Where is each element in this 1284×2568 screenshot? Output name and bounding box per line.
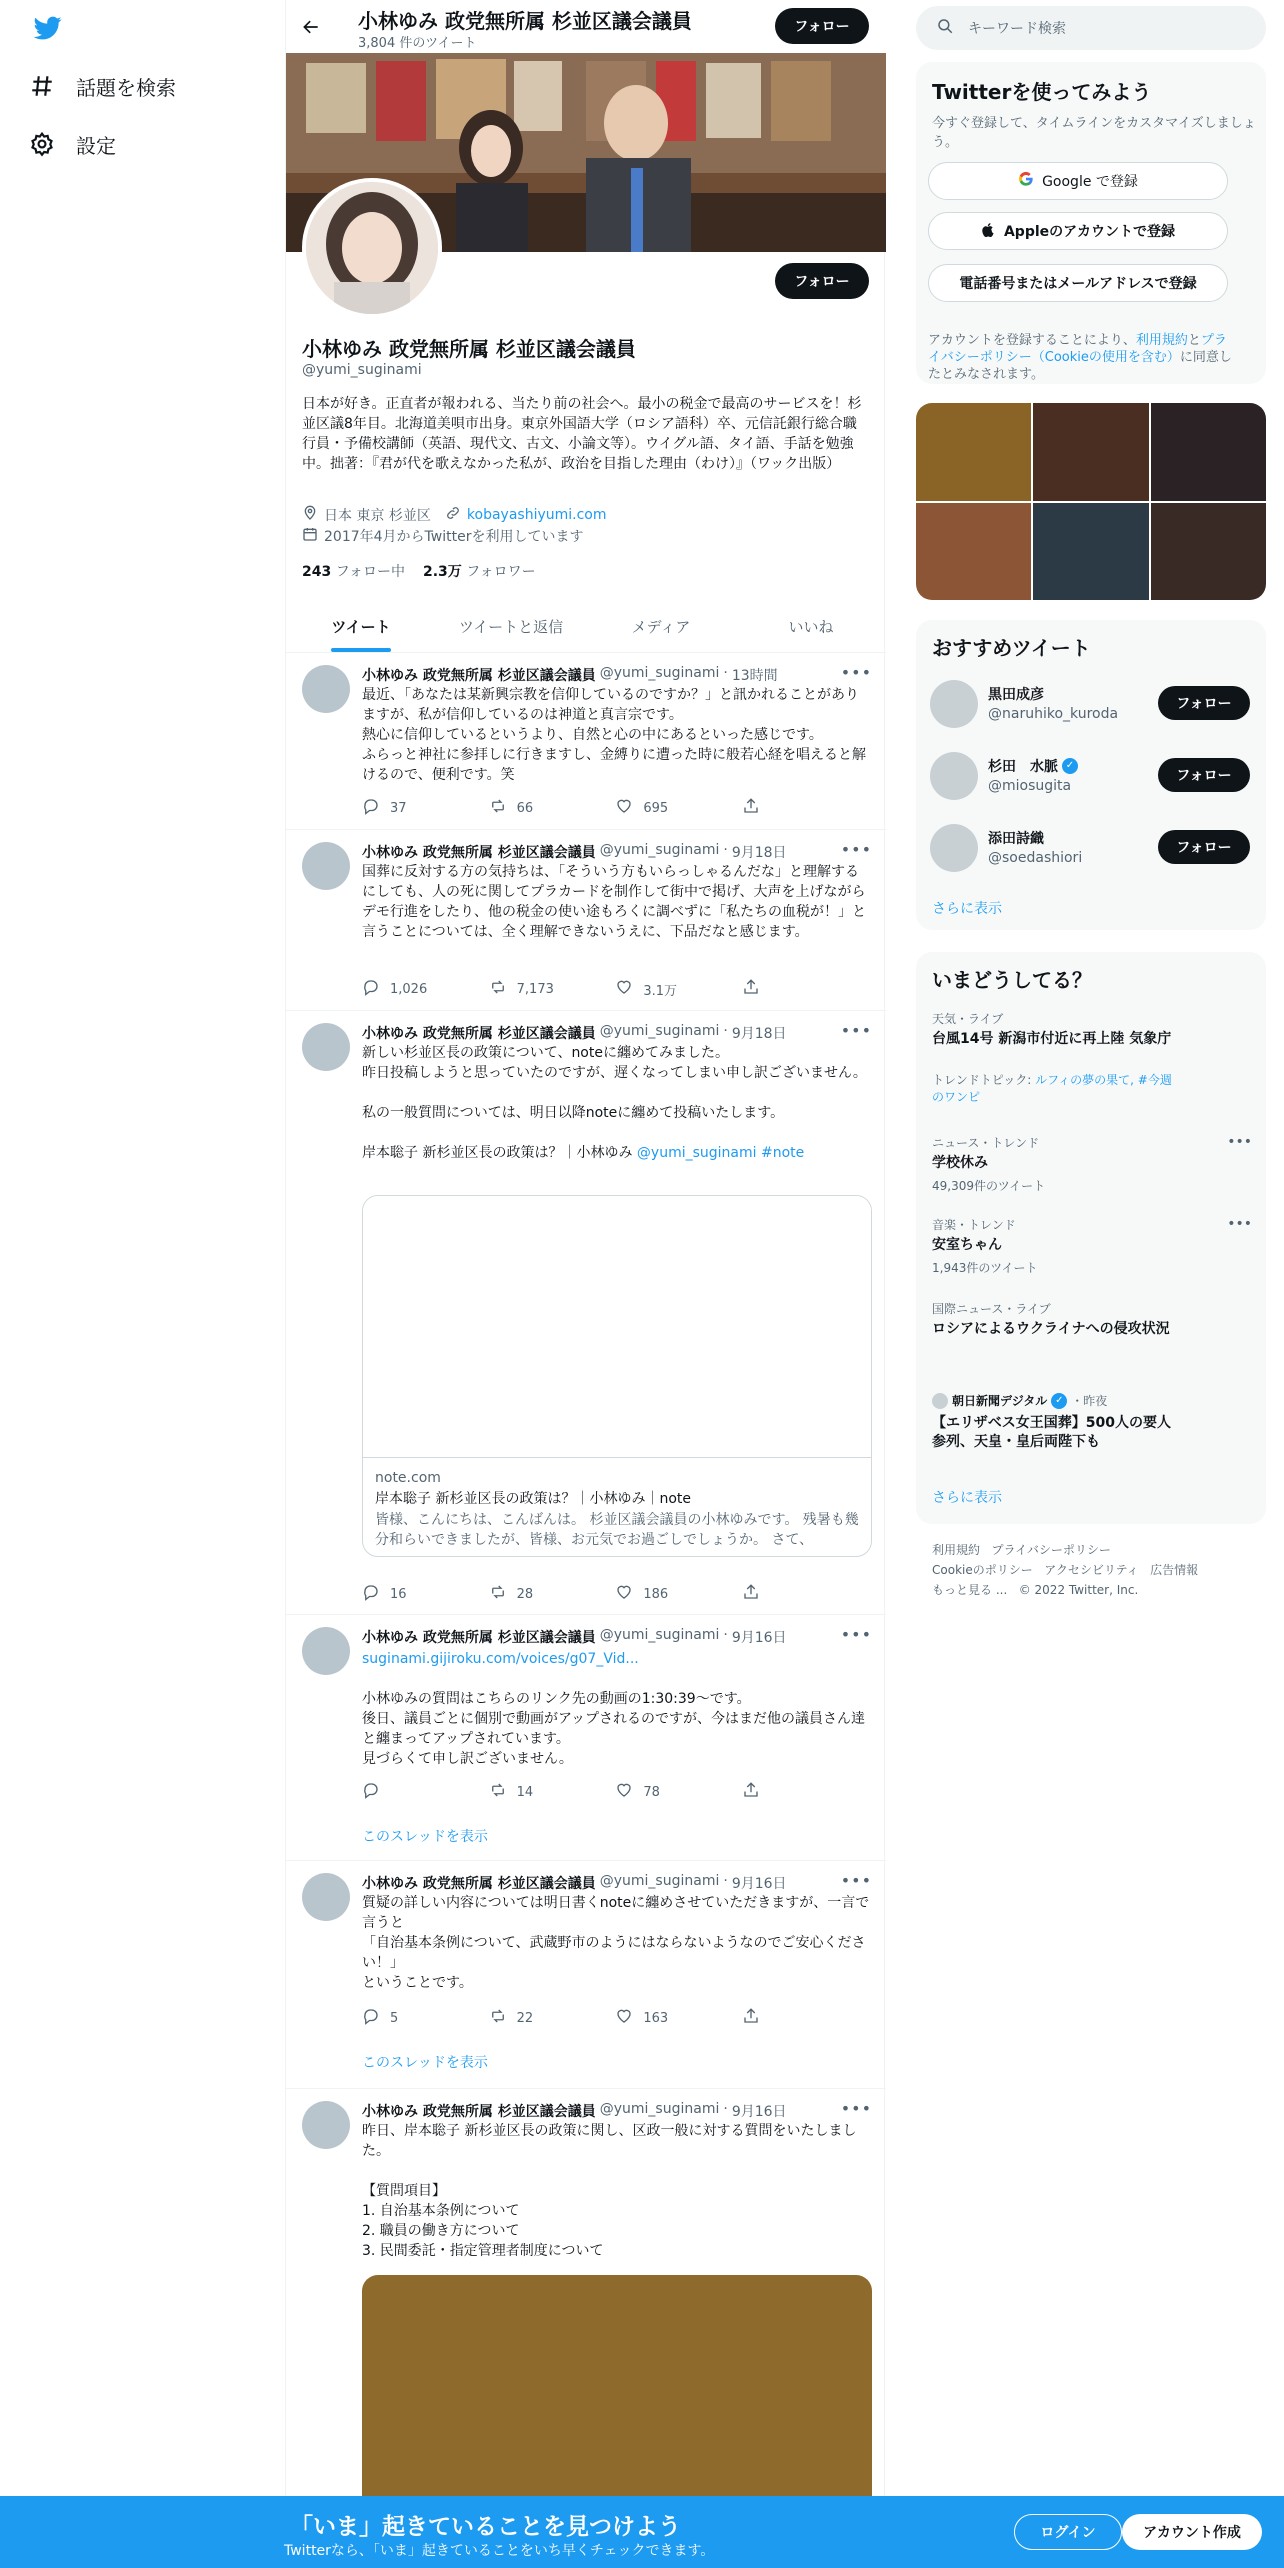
profile-website-link[interactable]: kobayashiyumi.com <box>466 507 607 523</box>
news-source-row <box>932 1392 1107 1409</box>
like-button[interactable] <box>615 797 720 819</box>
hashtag-icon <box>28 72 56 100</box>
search-icon <box>936 17 954 39</box>
tweet-header: 小林ゆみ 政党無所属 杉並区議会議員 @yumi_suginami · 9月18日 <box>362 1023 787 1042</box>
nav-settings-label: 設定 <box>76 133 116 158</box>
tweet-time[interactable]: 9月18日 <box>731 845 787 861</box>
nav-explore[interactable] <box>28 62 176 110</box>
location-pin-icon <box>302 505 318 525</box>
retweet-button[interactable] <box>489 978 594 1000</box>
tweet-author-handle[interactable]: @yumi_suginami <box>599 1873 720 1889</box>
tweet-actions <box>362 978 782 1000</box>
more-options-icon[interactable]: ••• <box>840 1021 872 1040</box>
footer-cookie-link[interactable]: Cookieのポリシー <box>932 1563 1033 1577</box>
user-avatar[interactable] <box>930 824 978 872</box>
apple-signup-label: Appleのアカウントで登録 <box>1003 224 1176 240</box>
more-options-icon[interactable]: ••• <box>840 663 872 682</box>
tweet-author-name[interactable]: 小林ゆみ 政党無所属 杉並区議会議員 <box>362 845 596 861</box>
share-button[interactable] <box>742 978 782 1000</box>
apple-signup-button[interactable] <box>928 212 1228 250</box>
tweet-actions <box>362 1781 782 1803</box>
retweet-count: 28 <box>516 1586 534 1602</box>
gallery-photo[interactable] <box>1033 503 1148 601</box>
trend-topic-link[interactable]: ルフィの夢の果て, #今週のワンピ <box>932 1073 1172 1104</box>
gear-icon <box>28 130 56 158</box>
heart-icon <box>615 978 633 1000</box>
search-bar[interactable] <box>916 6 1266 50</box>
trend-title: 安室ちゃん <box>932 1237 1002 1253</box>
show-thread-link[interactable]: このスレッドを表示 <box>362 1829 488 1845</box>
trend-meta-label: トレンドトピック: <box>932 1073 1036 1087</box>
reply-icon <box>362 1583 380 1605</box>
login-button[interactable]: ログイン <box>1014 2514 1122 2550</box>
show-more-trends-link[interactable]: さらに表示 <box>932 1490 1002 1506</box>
bottom-bar-title: 「いま」起きていることを見つけよう <box>290 2514 681 2540</box>
tweet-avatar[interactable] <box>302 2101 350 2149</box>
tab-likes[interactable]: いいね <box>788 617 834 636</box>
gallery-photo[interactable] <box>1033 403 1148 501</box>
terms-text-mid: と <box>1187 333 1201 348</box>
reply-count: 5 <box>390 2010 399 2026</box>
reply-count: 37 <box>390 800 407 816</box>
footer-terms-link[interactable]: 利用規約 <box>932 1543 981 1557</box>
reply-icon <box>362 978 380 1000</box>
back-arrow-icon[interactable] <box>296 12 326 42</box>
more-options-icon[interactable]: ••• <box>840 1625 872 1644</box>
reply-count: 1,026 <box>390 981 428 997</box>
tweet-actions <box>362 797 782 819</box>
profile-joined-row <box>302 526 583 546</box>
tweet-link <box>362 1649 872 1669</box>
tweet-avatar[interactable] <box>302 1627 350 1675</box>
trend-more-options-icon[interactable]: ••• <box>1227 1134 1252 1150</box>
follow-user-button[interactable]: フォロー <box>1158 758 1250 792</box>
retweet-button[interactable] <box>489 1781 594 1803</box>
tweet-actions <box>362 1583 782 1605</box>
trend-title: ロシアによるウクライナへの侵攻状況 <box>932 1321 1170 1337</box>
profile-column <box>285 0 885 2568</box>
profile-handle: @yumi_suginami <box>302 362 422 378</box>
tweet-author-name[interactable]: 小林ゆみ 政党無所属 杉並区議会議員 <box>362 668 596 684</box>
retweet-count: 7,173 <box>516 981 554 997</box>
privacy-policy-link[interactable]: プライバシーポリシー（Cookieの使用を含む） <box>928 333 1227 365</box>
tweet-text-body: 新しい杉並区長の政策について、noteに纏めてみました。 昨日投稿しようと思っていたのですが、遅くなってしまい申し訳ございません。 私の一般質問については、明日以降noteに纏めて投稿いたします。 岸本聡子 新杉並区長の政策は？｜小林ゆみ <box>362 1045 867 1161</box>
gallery-photo[interactable] <box>1151 403 1266 501</box>
tweet-time[interactable]: 9月16日 <box>731 2104 787 2120</box>
user-name: 杉田 水脈 <box>988 759 1058 775</box>
trend-title: 【エリザベス女王国葬】500人の要人参列、天皇・皇后両陛下も <box>932 1415 1171 1450</box>
terms-of-service-link[interactable]: 利用規約 <box>1135 333 1188 348</box>
profile-joined: 2017年4月からTwitterを利用しています <box>324 529 584 545</box>
like-button[interactable] <box>615 2007 720 2029</box>
media-gallery <box>916 403 1266 600</box>
share-icon <box>742 1583 760 1605</box>
suggested-user[interactable] <box>916 812 1266 884</box>
google-signup-label: Google で登録 <box>1042 174 1138 190</box>
profile-location: 日本 東京 杉並区 <box>324 508 431 524</box>
retweet-button[interactable] <box>489 1583 594 1605</box>
tweet-time[interactable]: 9月16日 <box>731 1876 787 1892</box>
trend-title: 学校休み <box>932 1155 988 1171</box>
link-preview-card[interactable] <box>362 1195 872 1557</box>
more-options-icon[interactable]: ••• <box>840 1871 872 1890</box>
trend-item[interactable] <box>916 1010 1266 1120</box>
header-profile-name: 小林ゆみ 政党無所属 杉並区議会議員 <box>358 9 692 33</box>
like-count: 163 <box>643 2010 669 2026</box>
terms-text-post: に同意したとみなされます。 <box>928 350 1232 382</box>
tweet-author-handle[interactable]: @yumi_suginami <box>599 1023 720 1039</box>
profile-name: 小林ゆみ 政党無所属 杉並区議会議員 <box>302 337 636 361</box>
tweet-author-handle[interactable]: @yumi_suginami <box>599 1627 720 1643</box>
tweet-author-handle[interactable]: @yumi_suginami <box>599 2101 720 2117</box>
tweet[interactable] <box>286 1615 886 1861</box>
trend-meta: 49,309件のツイート <box>932 1179 1046 1193</box>
trend-category: 音楽・トレンド <box>932 1218 1016 1232</box>
followers-stat[interactable] <box>423 561 536 581</box>
retweet-count: 14 <box>516 1784 534 1800</box>
gallery-photo[interactable] <box>916 403 1031 501</box>
user-handle: @miosugita <box>988 778 1072 794</box>
reply-icon <box>362 797 380 819</box>
tweet-text: 質疑の詳しい内容については明日書くnoteに纏めさせていただきますが、一言で言うと 「自治基本条例について、武蔵野市のようにはならないようなのでご安心ください！」 ということです。 <box>362 1895 870 1991</box>
following-stat[interactable] <box>302 561 405 581</box>
tweet-author-name[interactable]: 小林ゆみ 政党無所属 杉並区議会議員 <box>362 1026 596 1042</box>
follow-stats <box>302 561 536 581</box>
share-icon <box>742 978 760 1000</box>
share-icon <box>742 1781 760 1803</box>
bottom-bar-subtitle: Twitterなら、「いま」起きていることをいち早くチェックできます。 <box>284 2543 715 2559</box>
trend-item[interactable] <box>916 1392 1266 1462</box>
tweet-author-name[interactable]: 小林ゆみ 政党無所属 杉並区議会議員 <box>362 2104 596 2120</box>
search-placeholder: キーワード検索 <box>968 21 1066 37</box>
tweet[interactable] <box>286 653 886 830</box>
google-signup-button[interactable] <box>928 162 1228 200</box>
more-options-icon[interactable]: ••• <box>840 840 872 859</box>
tweet-avatar[interactable] <box>302 842 350 890</box>
followers-label: フォロワー <box>466 564 536 580</box>
nav-settings[interactable] <box>28 120 116 168</box>
tweet-text: 最近、「あなたは某新興宗教を信仰しているのですか？」と訊かれることがありますが、私が信仰しているのは神道と真言宗です。 熱心に信仰しているというより、自然と心の中にあるといった感じです。 ふらっと神社に参拝しに行きますし、金縛りに遭った時に般若心経を唱えると解けるので、便利です。笑 <box>362 687 866 783</box>
footer-links <box>932 1540 1252 1600</box>
footer-ads-link[interactable]: 広告情報 <box>1150 1563 1199 1577</box>
trend-title: 台風14号 新潟市付近に再上陸 気象庁 <box>932 1031 1172 1047</box>
tweet-hashtag-link[interactable]: #note <box>760 1145 805 1161</box>
reply-count: 16 <box>390 1586 407 1602</box>
following-count: 243 <box>302 564 332 580</box>
heart-icon <box>615 1781 633 1803</box>
tweet-avatar[interactable] <box>302 1873 350 1921</box>
link-card-domain: note.com <box>375 1470 441 1486</box>
nav-explore-label: 話題を検索 <box>76 75 176 100</box>
tweet-header: 小林ゆみ 政党無所属 杉並区議会議員 @yumi_suginami · 9月16日 <box>362 2101 787 2120</box>
tweet-author-name[interactable]: 小林ゆみ 政党無所属 杉並区議会議員 <box>362 1630 596 1646</box>
trend-item[interactable] <box>916 1134 1266 1204</box>
retweet-icon <box>489 797 507 819</box>
like-count: 186 <box>643 1586 669 1602</box>
tweet-mention-link[interactable]: @yumi_suginami <box>636 1145 757 1161</box>
tweet-time[interactable]: 13時間 <box>731 668 778 684</box>
like-count: 695 <box>643 800 669 816</box>
tweet-text: 国葬に反対する方の気持ちは、「そういう方もいらっしゃるんだな」と理解するにしても、人の死に関してプラカードを制作して街中で掲げ、大声を上げながらデモ行進をしたり、他の税金の使い途もろくに調べずに「私たちの血税が！」と言うことについては、全く理解できないうえに、下品だなと感じます。 <box>362 864 866 940</box>
news-source-name: 朝日新聞デジタル <box>952 1394 1048 1408</box>
tweet-avatar[interactable] <box>302 1023 350 1071</box>
share-button[interactable] <box>742 1781 782 1803</box>
reply-button[interactable] <box>362 1583 467 1605</box>
tweet-text: 小林ゆみの質問はこちらのリンク先の動画の1:30:39〜です。 後日、議員ごとに個別で動画がアップされるのですが、今はまだ他の議員さん達と纏まってアップされています。 見づらくて申し訳ございません。 <box>362 1691 866 1767</box>
trend-category: 天気・ライブ <box>932 1012 1004 1026</box>
retweet-count: 66 <box>516 800 534 816</box>
trend-category: 国際ニュース・ライブ <box>932 1302 1051 1316</box>
apple-icon <box>981 222 996 241</box>
news-source-avatar <box>932 1393 948 1409</box>
retweet-button[interactable] <box>489 2007 594 2029</box>
profile-tabs <box>286 600 886 653</box>
trend-meta: 1,943件のツイート <box>932 1261 1038 1275</box>
signup-subtitle: 今すぐ登録して、タイムラインをカスタマイズしましょう。 <box>932 116 1256 150</box>
follow-user-button[interactable]: フォロー <box>1158 830 1250 864</box>
heart-icon <box>615 797 633 819</box>
tweet-time[interactable]: 9月18日 <box>731 1026 787 1042</box>
gallery-photo[interactable] <box>916 503 1031 601</box>
tweet-header: 小林ゆみ 政党無所属 杉並区議会議員 @yumi_suginami · 9月16日 <box>362 1873 787 1892</box>
news-time: ・昨夜 <box>1071 1394 1108 1408</box>
tweet-author-handle[interactable]: @yumi_suginami <box>599 665 720 681</box>
tweet-text: 昨日、岸本聡子 新杉並区長の政策に関し、区政一般に対する質問をいたしました。 【質問項目】 1. 自治基本条例について 2. 職員の働き方について 3. 民間委託・指定管理者制度について <box>362 2123 857 2259</box>
tweet-header: 小林ゆみ 政党無所属 杉並区議会議員 @yumi_suginami · 9月16日 <box>362 1627 787 1646</box>
share-button[interactable] <box>742 2007 782 2029</box>
verified-badge-icon: ✓ <box>1051 1393 1067 1409</box>
share-icon <box>742 797 760 819</box>
header-tweet-count: 3,804 件のツイート <box>358 36 477 51</box>
followers-count: 2.3万 <box>423 564 462 580</box>
suggested-user[interactable] <box>916 740 1266 812</box>
suggested-user[interactable] <box>916 668 1266 740</box>
twitter-logo-icon[interactable] <box>32 14 64 42</box>
tweet-actions <box>362 2007 782 2029</box>
retweet-button[interactable] <box>489 797 594 819</box>
tweet[interactable] <box>286 1861 886 2089</box>
share-icon <box>742 2007 760 2029</box>
gallery-photo[interactable] <box>1151 503 1266 601</box>
profile-bio: 日本が好き。正直者が報われる、当たり前の社会へ。最小の税金で最高のサービスを！杉並区議8年目。北海道美唄市出身。東京外国語大学（ロシア語科）卒、元信託銀行総合職行員・予備校講師（英語、現代文、古文、小論文等）。ウイグル語、タイ語、手話を勉強中。拙著：『君が代を歌えなかった私が、政治を目指した理由（わけ）』（ワック出版） <box>302 396 862 472</box>
tab-media[interactable]: メディア <box>631 617 691 636</box>
bottom-signup-bar <box>0 2496 1284 2568</box>
retweet-icon <box>489 1781 507 1803</box>
like-button[interactable] <box>615 978 720 1000</box>
like-button[interactable] <box>615 1583 720 1605</box>
trend-category: ニュース・トレンド <box>932 1136 1040 1150</box>
user-name: 黒田成彦 <box>988 687 1044 703</box>
trend-more-options-icon[interactable]: ••• <box>1227 1216 1252 1232</box>
like-count: 3.1万 <box>643 983 677 999</box>
tweet-avatar[interactable] <box>302 665 350 713</box>
user-avatar[interactable] <box>930 680 978 728</box>
like-button[interactable] <box>615 1781 720 1803</box>
more-options-icon[interactable]: ••• <box>840 2099 872 2118</box>
who-to-follow-panel <box>916 620 1266 930</box>
phone-email-signup-button[interactable]: 電話番号またはメールアドレスで登録 <box>928 264 1228 302</box>
tweet-author-name[interactable]: 小林ゆみ 政党無所属 杉並区議会議員 <box>362 1876 596 1892</box>
tab-tweets-and-replies[interactable]: ツイートと返信 <box>458 617 564 636</box>
retweet-icon <box>489 1583 507 1605</box>
tweet[interactable] <box>286 830 886 1011</box>
trends-panel <box>916 952 1266 1524</box>
profile-meta-row <box>302 505 607 525</box>
trend-item[interactable] <box>916 1300 1266 1370</box>
tweet-text <box>362 1043 872 1163</box>
google-icon <box>1018 171 1034 191</box>
tweet[interactable] <box>286 1011 886 1615</box>
reply-button[interactable] <box>362 1781 467 1803</box>
retweet-count: 22 <box>516 2010 534 2026</box>
verified-badge-icon: ✓ <box>1062 758 1078 774</box>
user-avatar[interactable] <box>930 752 978 800</box>
footer-accessibility-link[interactable]: アクセシビリティ <box>1044 1563 1139 1577</box>
like-count: 78 <box>643 1784 660 1800</box>
retweet-icon <box>489 978 507 1000</box>
heart-icon <box>615 2007 633 2029</box>
signup-panel <box>916 62 1266 384</box>
signup-terms <box>928 332 1238 383</box>
share-button[interactable] <box>742 1583 782 1605</box>
trends-title: いまどうしてる？ <box>932 968 1092 992</box>
reply-button[interactable] <box>362 2007 467 2029</box>
show-thread-link[interactable]: このスレッドを表示 <box>362 2055 488 2071</box>
profile-follow-button[interactable]: フォロー <box>775 263 869 299</box>
trend-meta <box>932 1072 1172 1106</box>
tweet-author-handle[interactable]: @yumi_suginami <box>599 842 720 858</box>
tweet-header: 小林ゆみ 政党無所属 杉並区議会議員 @yumi_suginami · 9月18日 <box>362 842 787 861</box>
user-name-row <box>988 756 1078 776</box>
reply-icon <box>362 1781 380 1803</box>
link-card-description: 皆様、こんにちは、こんばんは。 杉並区議会議員の小林ゆみです。 残暑も幾分和らいできましたが、皆様、お元気でお過ごしでしょうか。 さて、 <box>375 1512 859 1548</box>
footer-more-link[interactable]: もっと見る ... <box>932 1583 1008 1597</box>
terms-text-pre: アカウントを登録することにより、 <box>928 333 1136 348</box>
footer-copyright: © 2022 Twitter, Inc. <box>1018 1583 1139 1597</box>
reply-button[interactable] <box>362 978 467 1000</box>
trend-item[interactable] <box>916 1216 1266 1286</box>
retweet-icon <box>489 2007 507 2029</box>
share-button[interactable] <box>742 797 782 819</box>
profile-header-bar <box>286 0 886 53</box>
calendar-icon <box>302 526 318 546</box>
reply-button[interactable] <box>362 797 467 819</box>
tweet-header: 小林ゆみ 政党無所属 杉並区議会議員 @yumi_suginami · 13時間 <box>362 665 778 684</box>
signup-button[interactable]: アカウント作成 <box>1122 2514 1262 2550</box>
tweet-url-link[interactable]: suginami.gijiroku.com/voices/g07_Vid... <box>362 1651 639 1667</box>
left-navigation <box>0 0 284 2568</box>
link-card-image <box>363 1196 871 1458</box>
link-card-title: 岸本聡子 新杉並区長の政策は？｜小林ゆみ｜note <box>375 1491 691 1507</box>
signup-title: Twitterを使ってみよう <box>932 80 1152 104</box>
user-handle: @soedashiori <box>988 850 1083 866</box>
who-to-follow-title: おすすめツイート <box>932 636 1091 660</box>
tweet-time[interactable]: 9月16日 <box>731 1630 787 1646</box>
heart-icon <box>615 1583 633 1605</box>
tab-tweets[interactable]: ツイート <box>286 600 436 652</box>
user-handle: @naruhiko_kuroda <box>988 706 1119 722</box>
link-icon <box>445 505 461 525</box>
profile-avatar[interactable] <box>302 178 442 318</box>
follow-user-button[interactable]: フォロー <box>1158 686 1250 720</box>
footer-privacy-link[interactable]: プライバシーポリシー <box>991 1543 1111 1557</box>
user-name: 添田詩織 <box>988 831 1044 847</box>
header-follow-button[interactable]: フォロー <box>775 8 869 44</box>
reply-icon <box>362 2007 380 2029</box>
show-more-users-link[interactable]: さらに表示 <box>932 901 1002 917</box>
following-label: フォロー中 <box>335 564 405 580</box>
